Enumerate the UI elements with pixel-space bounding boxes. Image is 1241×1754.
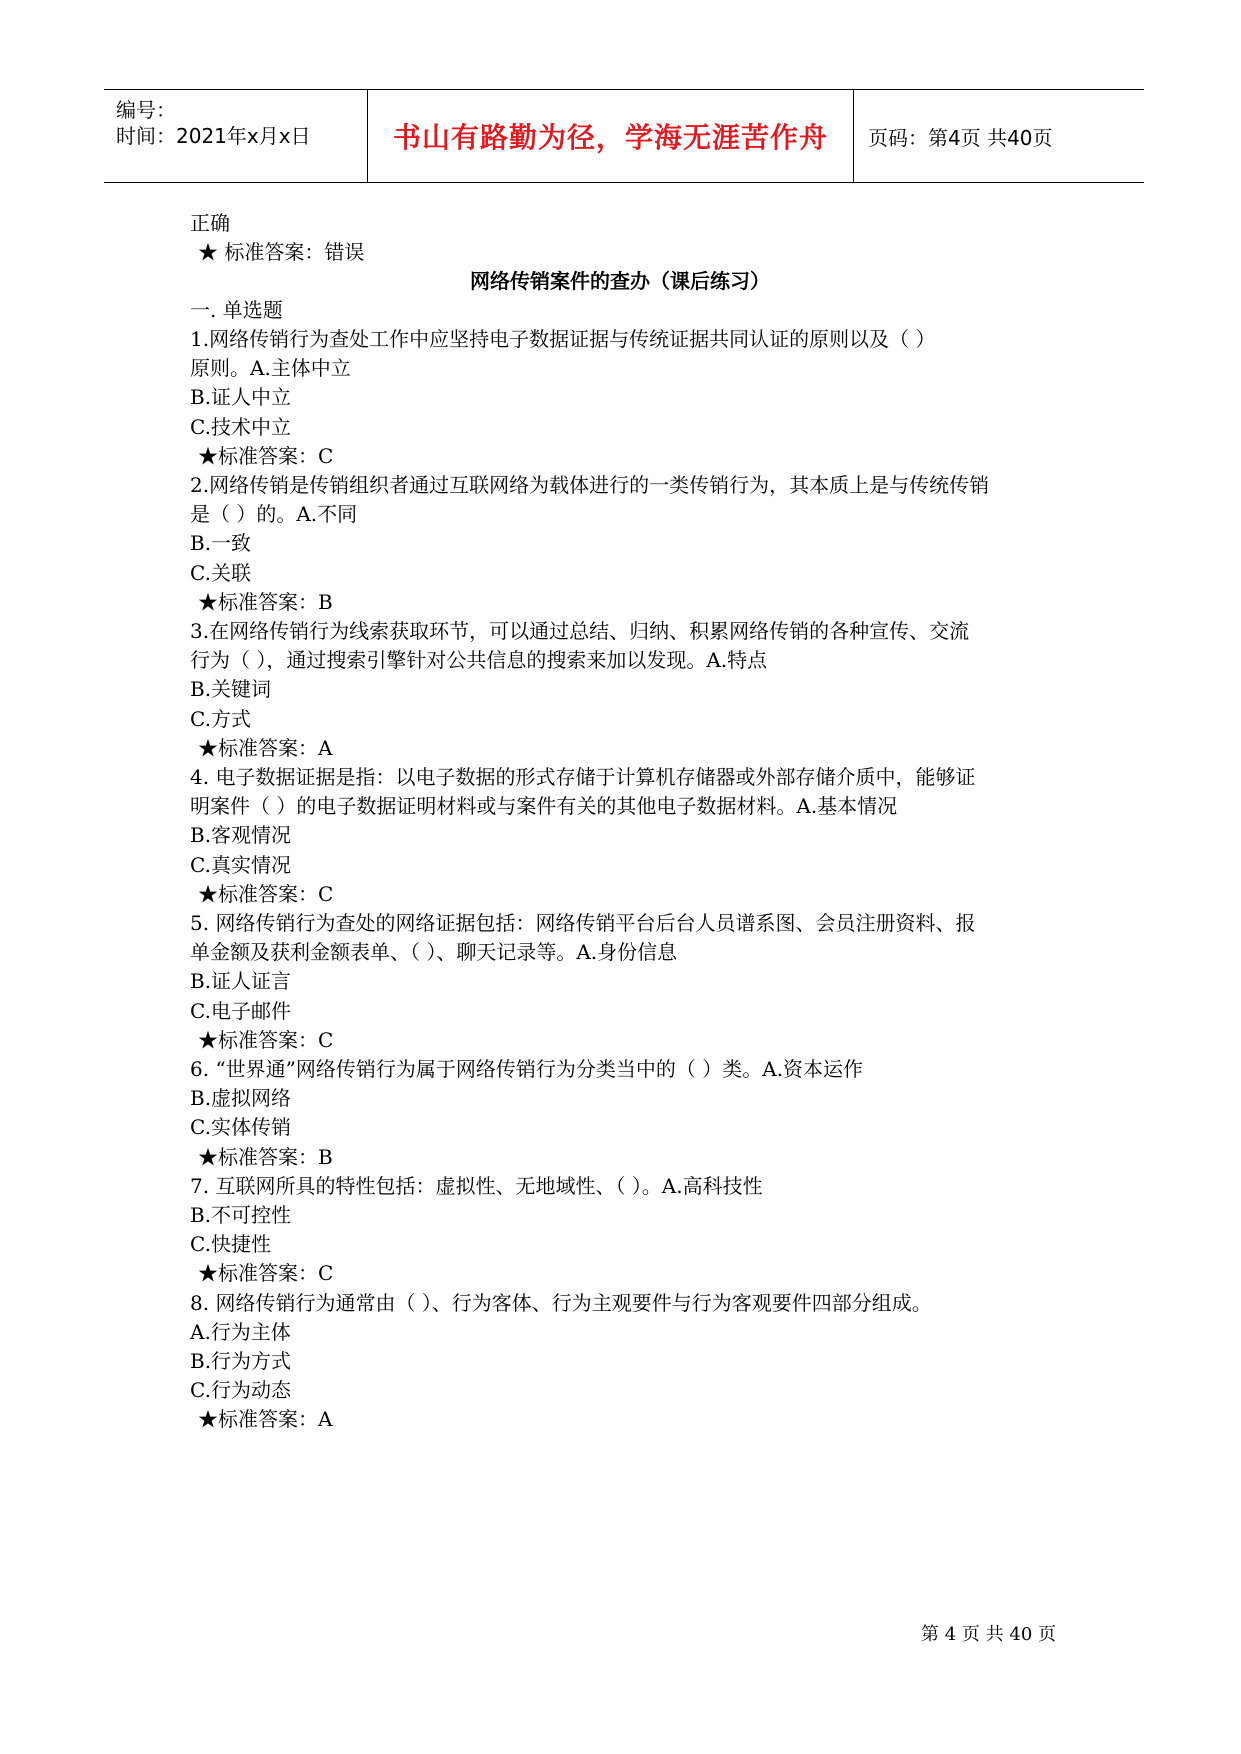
question-line: 是（ ）的。A.不同: [190, 502, 358, 527]
option-line: C.快捷性: [190, 1232, 271, 1257]
header-motto-cell: [368, 90, 854, 182]
motto-text: 书山有路勤为径，学海无涯苦作舟: [392, 121, 828, 154]
question-line: 6. “世界通”网络传销行为属于网络传销行为分类当中的（ ）类。A.资本运作: [190, 1057, 864, 1081]
previous-answer: ★ 标准答案：错误: [198, 240, 365, 264]
question-line: 原则。A.主体中立: [190, 356, 351, 381]
question-line: 4. 电子数据证据是指：以电子数据的形式存储于计算机存储器或外部存储介质中，能够证: [190, 765, 976, 789]
header-page-cell: [854, 90, 1144, 182]
question-line: 8. 网络传销行为通常由（ ）、行为客体、行为主观要件与行为客观要件四部分组成。: [190, 1290, 932, 1315]
time-label: 时间：2021年x月x日: [116, 124, 311, 148]
option-line: C.方式: [190, 706, 251, 731]
option-line: C.行为动态: [190, 1378, 291, 1403]
option-line: B.证人证言: [190, 969, 292, 994]
option-line: B.客观情况: [190, 823, 292, 848]
answer-line: ★标准答案：C: [198, 1261, 334, 1286]
answer-line: ★标准答案：C: [198, 1027, 334, 1052]
option-line: B.证人中立: [190, 385, 292, 410]
question-line: 2.网络传销是传销组织者通过互联网络为载体进行的一类传销行为，其本质上是与传统传销: [190, 473, 990, 497]
previous-option: 正确: [190, 211, 230, 235]
option-line: C.真实情况: [190, 852, 291, 877]
option-line: B.一致: [190, 531, 252, 556]
question-line: 明案件（ ）的电子数据证明材料或与案件有关的其他电子数据材料。A.基本情况: [190, 794, 898, 819]
serial-number-label: 编号：: [116, 98, 176, 122]
option-line: C.实体传销: [190, 1115, 291, 1140]
question-line: 单金额及获利金额表单、（ ）、聊天记录等。A.身份信息: [190, 940, 678, 965]
answer-line: ★标准答案：C: [198, 881, 334, 906]
option-line: B.不可控性: [190, 1203, 292, 1227]
header-meta-cell: [104, 90, 368, 182]
section-title: 网络传销案件的查办（课后练习）: [470, 269, 770, 293]
question-line: 3.在网络传销行为线索获取环节，可以通过总结、归纳、积累网络传销的各种宣传、交流: [190, 619, 970, 643]
option-line: C.电子邮件: [190, 998, 291, 1023]
answer-line: ★标准答案：C: [198, 443, 334, 468]
question-line: 5. 网络传销行为查处的网络证据包括：网络传销平台后台人员谱系图、会员注册资料、报: [190, 911, 976, 935]
option-line: B.行为方式: [190, 1349, 292, 1373]
option-line: C.技术中立: [190, 414, 291, 439]
option-line: A.行为主体: [190, 1319, 291, 1344]
question-line: 1.网络传销行为查处工作中应坚持电子数据证据与传统证据共同认证的原则以及（ ）: [190, 327, 936, 351]
question-line: 7. 互联网所具的特性包括：虚拟性、无地域性、（ ）。A.高科技性: [190, 1173, 763, 1198]
page-footer: 第 4 页 共 40 页: [921, 1624, 1056, 1645]
option-line: B.虚拟网络: [190, 1086, 292, 1111]
page-code-label: 页码：第4页 共40页: [868, 125, 1053, 150]
answer-line: ★标准答案：A: [198, 1407, 333, 1432]
question-line: 行为（ ），通过搜索引擎针对公共信息的搜索来加以发现。A.特点: [190, 648, 768, 673]
option-line: C.关联: [190, 560, 251, 585]
answer-line: ★标准答案：B: [198, 1144, 333, 1169]
answer-line: ★标准答案：B: [198, 589, 333, 614]
answer-line: ★标准答案：A: [198, 735, 333, 760]
option-line: B.关键词: [190, 677, 272, 702]
section-type: 一. 单选题: [190, 298, 283, 322]
page-header: [104, 89, 1144, 183]
